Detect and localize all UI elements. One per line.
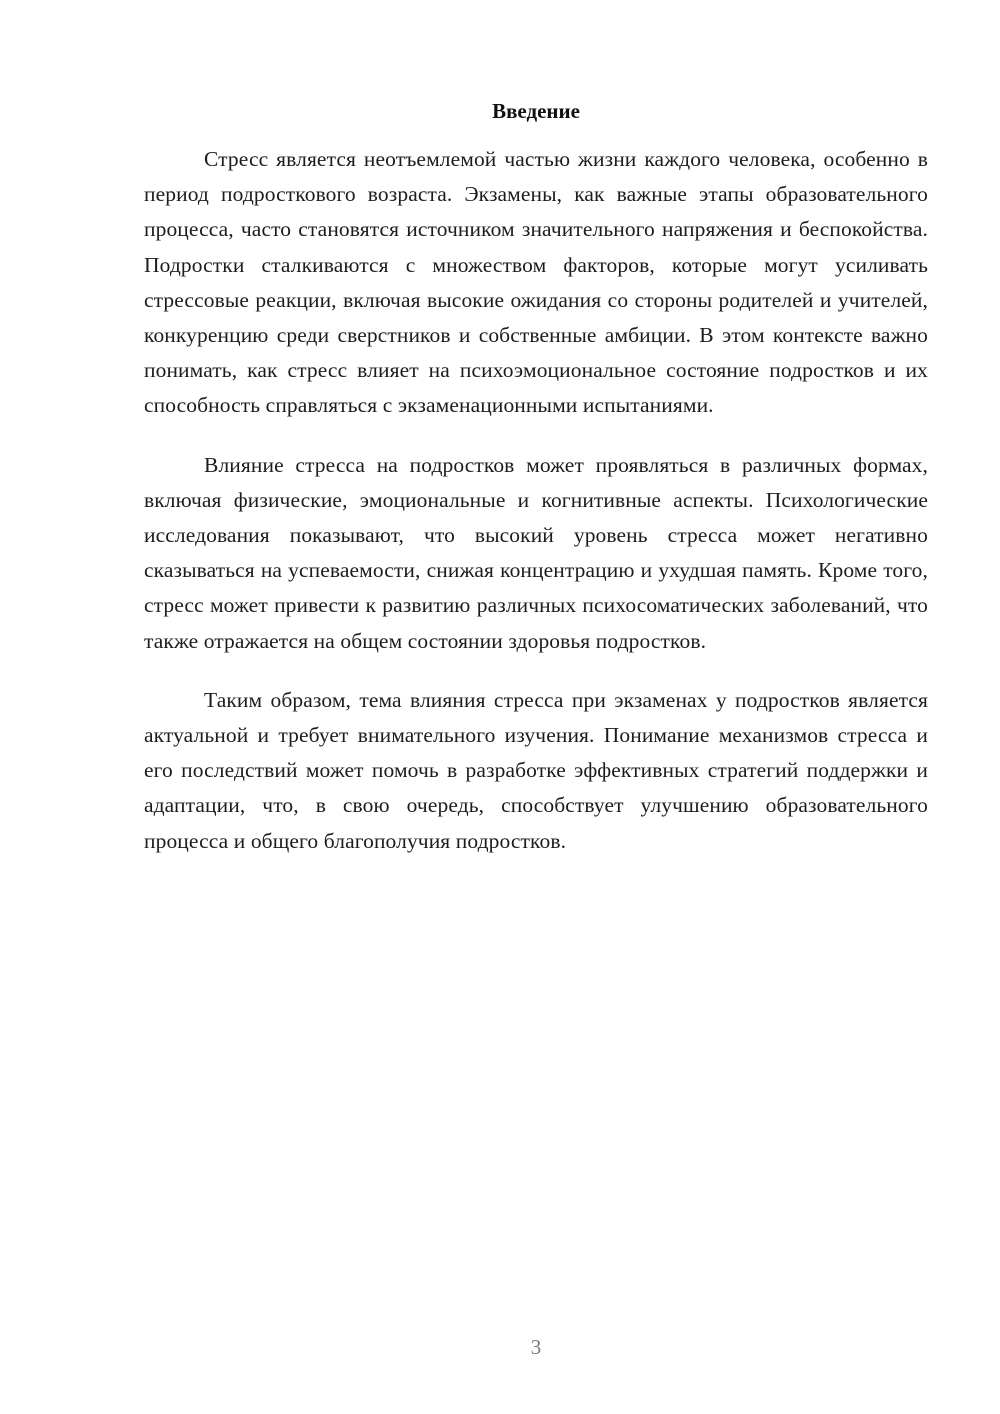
paragraph-1: Стресс является неотъемлемой частью жизни каждого человека, особенно в период подросткового возраста. Экзамены, как важные этапы образовательного процесса, часто становятся источником значительного напряжения и беспокойства. Подростки сталкиваются с множеством факторов, которые могут усиливать стрессовые реакции, включая высокие ожидания со стороны родителей и учителей, конкуренцию среди сверстников и собственные амбиции. В этом контексте важно понимать, как стресс влияет на психоэмоциональное состояние подростков и их способность справляться с экзаменационными испытаниями. xyxy=(144,147,928,418)
paragraph-3: Таким образом, тема влияния стресса при экзаменах у подростков является актуальной и требует внимательного изучения. Понимание механизмов стресса и его последствий может помочь в разработке эффективных стратегий поддержки и адаптации, что, в свою очередь, способствует улучшению образовательного процесса и общего благополучия подростков. xyxy=(144,687,928,853)
page-number: 3 xyxy=(530,1335,542,1359)
page-title: Введение xyxy=(492,99,580,123)
paragraph-2: Влияние стресса на подростков может проявляться в различных формах, включая физические, эмоциональные и когнитивные аспекты. Психологические исследования показывают, что высокий уровень стресса может негативно сказываться на успеваемости, снижая концентрацию и ухудшая память. Кроме того, стресс может привести к развитию различных психосоматических заболеваний, что также отражается на общем состоянии здоровья подростков. xyxy=(144,452,928,653)
document-body xyxy=(144,142,928,883)
